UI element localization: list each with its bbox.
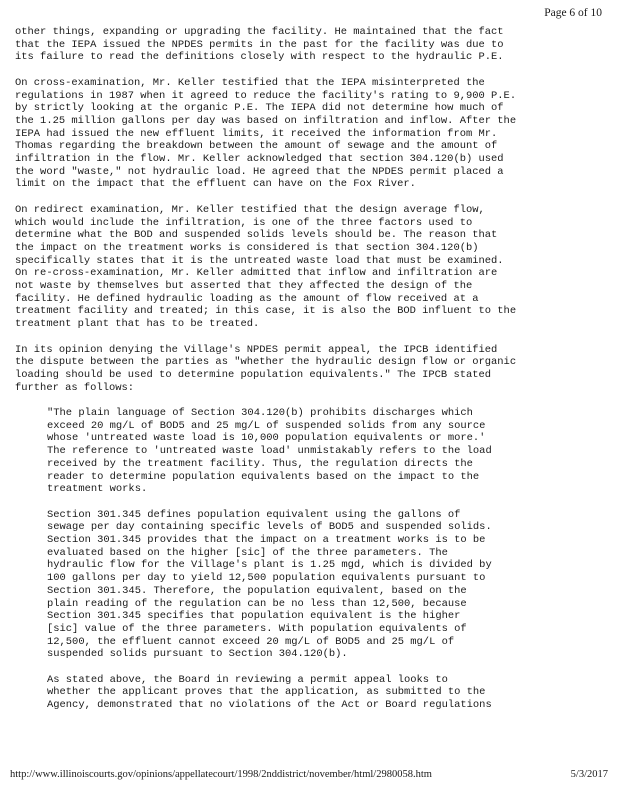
paragraph-ipcb-opinion: In its opinion denying the Village's NPDES permit appeal, the IPCB identified the dispute between the parties as "whether the hydraulic design flow or organic loading should be used to determine population equivalents." The IPCB stated further as follows:: [15, 343, 517, 394]
page-footer: [10, 769, 608, 780]
footer-url: http://www.illinoiscourts.gov/opinions/appellatecourt/1998/2nddistrict/november/html/2980058.htm: [10, 769, 432, 780]
paragraph-testimony-continued: other things, expanding or upgrading the facility. He maintained that the fact that the IEPA issued the NPDES permits in the past for the facility was due to its failure to read the definitions closely with respect to the hydraulic P.E.: [15, 26, 504, 64]
quote-section-301-345: Section 301.345 defines population equivalent using the gallons of sewage per day containing specific levels of BOD5 and suspended solids. Section 301.345 provides that the impact on a treatment works is to be evaluated based on the higher [sic] of the three parameters. The hydraulic flow for the Village's plant is 1.25 mgd, which is divided by 100 gallons per day to yield 12,500 population equivalents pursuant to Section 301.345. Therefore, the population equivalent, based on the plain reading of the regulation can be no less than 12,500, because Section 301.345 specifies that population equivalent is the higher [sic] value of the three parameters. With population equivalents of 12,500, the effluent cannot exceed 20 mg/L of BOD5 and 25 mg/L of suspended solids pursuant to Section 304.120(b).: [47, 508, 492, 661]
document-body: [15, 26, 613, 725]
quote-board-review: As stated above, the Board in reviewing a permit appeal looks to whether the applicant proves that the application, as submitted to the Agency, demonstrated that no violations of the Act or Board regulations: [47, 673, 492, 712]
footer-date: 5/3/2017: [570, 769, 608, 780]
paragraph-cross-examination: On cross-examination, Mr. Keller testified that the IEPA misinterpreted the regulations in 1987 when it agreed to reduce the facility's rating to 9,900 P.E. by strictly looking at the organic P.E. The IEPA did not determine how much of the 1.25 million gallons per day was based on infiltration and inflow. After the IEPA had issued the new effluent limits, it received the information from Mr. Thomas regarding the breakdown between the amount of sewage and the amount of infiltration in the flow. Mr. Keller acknowledged that section 304.120(b) used the word "waste," not hydraulic load. He agreed that the NPDES permit placed a limit on the impact that the effluent can have on the Fox River.: [15, 76, 517, 191]
quote-plain-language: "The plain language of Section 304.120(b) prohibits discharges which exceed 20 mg/L of BOD5 and 25 mg/L of suspended solids from any source whose 'untreated waste load is 10,000 population equivalents or more.' The reference to 'untreated waste load' unmistakably refers to the load received by the treatment facility. Thus, the regulation directs the reader to determine population equivalents based on the impact to the treatment works.: [47, 407, 492, 496]
page-number: Page 6 of 10: [544, 7, 602, 19]
paragraph-redirect-examination: On redirect examination, Mr. Keller testified that the design average flow, which would include the infiltration, is one of the three factors used to determine what the BOD and suspended solids levels should be. The reason that the impact on the treatment works is considered is that section 304.120(b) specifically states that it is the untreated waste load that must be examined. On re-cross-examination, Mr. Keller admitted that inflow and infiltration are not waste by themselves but asserted that they affected the design of the facility. He defined hydraulic loading as the amount of flow received at a treatment facility and treated; in this case, it is also the BOD influent to the treatment plant that has to be treated.: [15, 203, 517, 331]
